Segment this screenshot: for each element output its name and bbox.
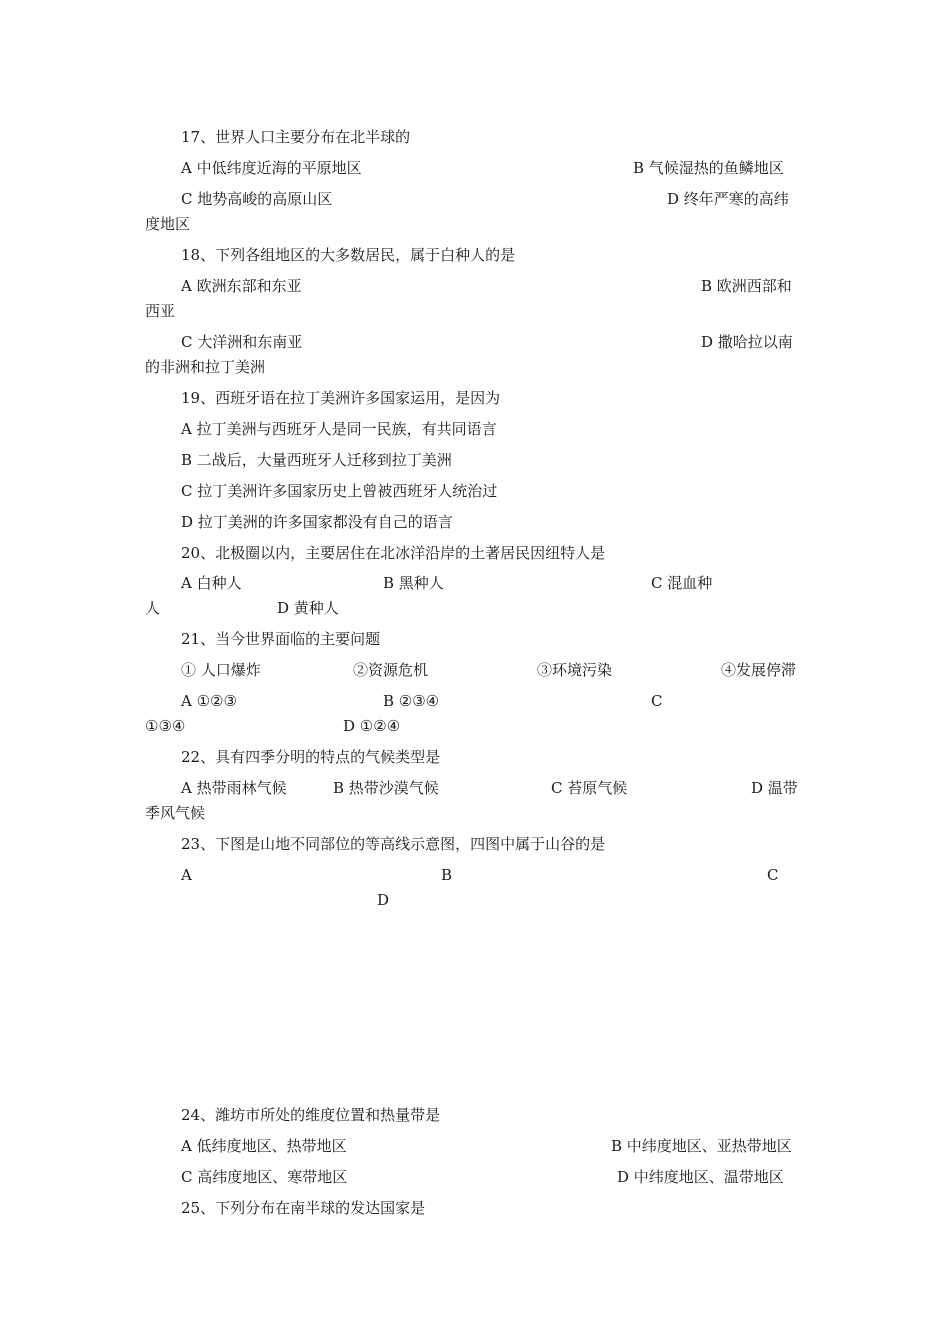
q20-stem: 20、北极圈以内，主要居住在北冰洋沿岸的土著居民因纽特人是 <box>181 544 606 562</box>
q22-option-d-cont: 季风气候 <box>145 804 206 822</box>
q21-option-d: D ①②④ <box>343 717 401 735</box>
q20-option-b: B 黑种人 <box>383 574 444 592</box>
q18-option-c: C 大洋洲和东南亚 <box>181 333 303 351</box>
q19-stem: 19、西班牙语在拉丁美洲许多国家运用，是因为 <box>181 389 501 407</box>
q22-option-b: B 热带沙漠气候 <box>333 779 439 797</box>
q22-stem: 22、具有四季分明的特点的气候类型是 <box>181 748 441 766</box>
q20-option-c-cont: 人 <box>145 599 161 617</box>
q21-item-3: ③环境污染 <box>537 661 613 679</box>
q23-label-d: D <box>377 891 390 909</box>
q17-stem: 17、世界人口主要分布在北半球的 <box>181 128 411 146</box>
q18-option-d-cont: 的非洲和拉丁美洲 <box>145 358 266 376</box>
q17-option-c: C 地势高峻的高原山区 <box>181 190 333 208</box>
q18-option-b: B 欧洲西部和 <box>701 277 792 295</box>
q19-option-d: D 拉丁美洲的许多国家都没有自己的语言 <box>181 513 453 531</box>
q25-stem: 25、下列分布在南半球的发达国家是 <box>181 1199 426 1217</box>
q17-option-b: B 气候湿热的鱼鳞地区 <box>633 159 784 177</box>
q20-option-c: C 混血种 <box>651 574 713 592</box>
q22-option-a: A 热带雨林气候 <box>181 779 287 797</box>
q18-option-d: D 撒哈拉以南 <box>701 333 793 351</box>
q20-option-d: D 黄种人 <box>277 599 339 617</box>
q19-option-b: B 二战后，大量西班牙人迁移到拉丁美洲 <box>181 451 452 469</box>
q18-option-b-cont: 西亚 <box>145 302 176 320</box>
q23-stem: 23、下图是山地不同部位的等高线示意图，四图中属于山谷的是 <box>181 835 606 853</box>
q24-option-d: D 中纬度地区、温带地区 <box>617 1168 784 1186</box>
q17-option-d: D 终年严寒的高纬 <box>667 190 789 208</box>
q22-option-c: C 苔原气候 <box>551 779 628 797</box>
q21-option-c-cont: ①③④ <box>145 717 186 735</box>
q18-stem: 18、下列各组地区的大多数居民，属于白种人的是 <box>181 246 516 264</box>
q21-item-2: ②资源危机 <box>353 661 429 679</box>
q24-stem: 24、潍坊市所处的维度位置和热量带是 <box>181 1106 441 1124</box>
q19-option-c: C 拉丁美洲许多国家历史上曾被西班牙人统治过 <box>181 482 498 500</box>
q23-label-a: A <box>181 866 192 884</box>
q23-label-b: B <box>441 866 453 884</box>
q23-label-c: C <box>767 866 779 884</box>
q21-option-a: A ①②③ <box>181 692 237 710</box>
q24-option-b: B 中纬度地区、亚热带地区 <box>611 1137 792 1155</box>
q17-option-a: A 中低纬度近海的平原地区 <box>181 159 362 177</box>
q19-option-a: A 拉丁美洲与西班牙人是同一民族，有共同语言 <box>181 420 497 438</box>
q22-option-d: D 温带 <box>751 779 798 797</box>
q21-item-1: ① 人口爆炸 <box>181 661 261 679</box>
q18-option-a: A 欧洲东部和东亚 <box>181 277 302 295</box>
q20-option-a: A 白种人 <box>181 574 242 592</box>
q21-option-c: C <box>651 692 663 710</box>
q21-item-4: ④发展停滞 <box>721 661 797 679</box>
q21-stem: 21、当今世界面临的主要问题 <box>181 630 381 648</box>
q17-option-d-cont: 度地区 <box>145 215 191 233</box>
q21-option-b: B ②③④ <box>383 692 440 710</box>
q24-option-a: A 低纬度地区、热带地区 <box>181 1137 347 1155</box>
q24-option-c: C 高纬度地区、寒带地区 <box>181 1168 348 1186</box>
